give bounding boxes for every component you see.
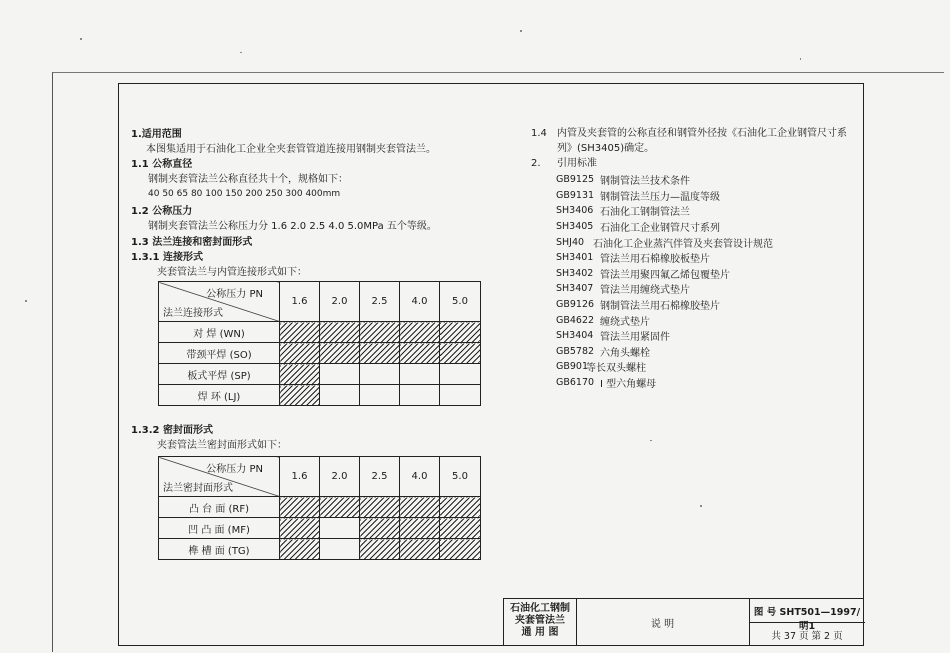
grid-cell: [320, 322, 360, 343]
standard-name: 钢制管法兰压力—温度等级: [600, 191, 720, 203]
table-corner-header: [159, 282, 280, 322]
section-1-3-1-heading: 1.3.1 连接形式: [131, 252, 203, 263]
standard-code: GB9125: [556, 174, 595, 186]
corner-bottom-label: 法兰密封面形式: [163, 483, 233, 494]
standard-name: 等长双头螺柱: [586, 363, 646, 375]
grid-cell: [320, 518, 360, 539]
standard-name: 钢制管法兰用石棉橡胶垫片: [600, 301, 720, 313]
grid-cell: [360, 364, 400, 385]
section-1-3-2-text: 夹套管法兰密封面形式如下：: [157, 440, 287, 451]
table-row: [159, 343, 481, 364]
grid-cell: [360, 343, 400, 364]
grid-cell: [440, 322, 481, 343]
standard-name: 六角头螺栓: [600, 347, 650, 359]
pressure-header: 2.5: [360, 457, 400, 497]
connection-form-table: [158, 281, 481, 406]
row-label: 焊 环 (LJ): [159, 385, 280, 406]
section-1-1-text: 钢制夹套管法兰公称直径共十个，规格如下：: [148, 174, 348, 185]
row-label: 板式平焊 (SP): [159, 364, 280, 385]
list-item: [556, 312, 856, 328]
row-label: 榫 槽 面 (TG): [159, 539, 280, 560]
pressure-header: 4.0: [400, 457, 440, 497]
section-1-3-heading: 1.3 法兰连接和密封面形式: [131, 237, 253, 248]
standard-code: GB9131: [556, 189, 595, 201]
grid-cell: [440, 497, 481, 518]
section-1-3-1-text: 夹套管法兰与内管连接形式如下：: [157, 267, 307, 278]
pressure-header: 4.0: [400, 282, 440, 322]
list-item: [556, 219, 856, 235]
section-2-heading: 引用标准: [557, 158, 597, 169]
standard-name: 石油化工企业钢管尺寸系列: [600, 223, 720, 235]
table-row: [159, 497, 481, 518]
corner-top-label: 公称压力 PN: [206, 464, 263, 475]
standards-list: [556, 172, 856, 390]
grid-cell: [400, 343, 440, 364]
grid-cell: [320, 385, 360, 406]
section-1-2-heading: 1.2 公称压力: [131, 206, 193, 217]
standard-name: 管法兰用聚四氟乙烯包覆垫片: [600, 269, 730, 281]
drawing-title: 说 明: [650, 619, 675, 630]
list-item: [556, 188, 856, 204]
row-label: 对 焊 (WN): [159, 322, 280, 343]
standard-code: GB5782: [556, 345, 595, 357]
standard-code: GB6170: [556, 377, 595, 389]
list-item: [556, 234, 856, 250]
row-label: 凸 台 面 (RF): [159, 497, 280, 518]
grid-cell: [320, 539, 360, 560]
list-item: [556, 172, 856, 188]
section-2-number: 2.: [531, 158, 541, 169]
section-1-4-number: 1.4: [531, 128, 547, 139]
grid-cell: [320, 343, 360, 364]
drawing-set-name-line3: 通 用 图: [521, 627, 559, 638]
corner-top-label: 公称压力 PN: [206, 289, 263, 300]
section-1-3-2-heading: 1.3.2 密封面形式: [131, 425, 213, 436]
section-1-1-heading: 1.1 公称直径: [131, 159, 193, 170]
pressure-header: 1.6: [280, 282, 320, 322]
section-1-4-text-line1: 内管及夹套管的公称直径和钢管外径按《石油化工企业钢管尺寸系: [557, 128, 847, 139]
pressure-header: 5.0: [440, 457, 481, 497]
grid-cell: [440, 364, 481, 385]
section-1-heading: 1.适用范围: [131, 129, 182, 140]
table-row: [159, 322, 481, 343]
standard-name: 管法兰用缠绕式垫片: [600, 285, 690, 297]
grid-cell: [400, 497, 440, 518]
list-item: [556, 250, 856, 266]
table-row: [159, 385, 481, 406]
drawing-number: 图 号 SHT501—1997/明1: [753, 607, 861, 632]
page-count: 共 37 页 第 2 页: [771, 631, 843, 642]
standard-code: SHJ40: [556, 236, 585, 248]
list-item: [556, 328, 856, 344]
grid-cell: [400, 539, 440, 560]
section-1-2-text: 钢制夹套管法兰公称压力分 1.6 2.0 2.5 4.0 5.0MPa 五个等级。: [148, 221, 437, 232]
standard-code: SH3404: [556, 330, 594, 342]
list-item: [556, 281, 856, 297]
standard-name: 管法兰用紧固件: [600, 332, 670, 344]
scan-speck: [520, 30, 522, 32]
pressure-header: 1.6: [280, 457, 320, 497]
grid-cell: [280, 539, 320, 560]
diameter-list: 40 50 65 80 100 150 200 250 300 400mm: [148, 189, 341, 199]
list-item: [556, 297, 856, 313]
grid-cell: [440, 539, 481, 560]
pressure-header: 5.0: [440, 282, 481, 322]
grid-cell: [360, 539, 400, 560]
standard-code: GB4622: [556, 314, 595, 326]
list-item: [556, 203, 856, 219]
standard-code: SH3407: [556, 283, 594, 295]
section-1-4-text-line2: 列》(SH3405)确定。: [557, 143, 655, 154]
grid-cell: [400, 518, 440, 539]
drawing-set-name-line2: 夹套管法兰: [515, 615, 565, 626]
pressure-header: 2.0: [320, 282, 360, 322]
grid-cell: [440, 343, 481, 364]
standard-code: SH3401: [556, 252, 594, 264]
grid-cell: [280, 518, 320, 539]
standard-name: 钢制管法兰技术条件: [600, 176, 690, 188]
grid-cell: [400, 322, 440, 343]
drawing-set-name: [504, 603, 576, 639]
standard-name: 石油化工钢制管法兰: [600, 207, 690, 219]
table-row: [159, 539, 481, 560]
grid-cell: [280, 385, 320, 406]
grid-cell: [280, 497, 320, 518]
standard-name: 石油化工企业蒸汽伴管及夹套管设计规范: [593, 238, 773, 250]
drawing-set-name-line1: 石油化工钢制: [510, 603, 570, 614]
grid-cell: [360, 322, 400, 343]
grid-cell: [360, 385, 400, 406]
scan-speck: [800, 58, 801, 60]
row-label: 带颈平焊 (SO): [159, 343, 280, 364]
section-1-text: 本图集适用于石油化工企业全夹套管管道连接用钢制夹套管法兰。: [146, 144, 436, 155]
table-row: [159, 518, 481, 539]
title-block: [503, 598, 864, 646]
standard-code: GB9126: [556, 299, 595, 311]
grid-cell: [400, 385, 440, 406]
table-row: [159, 364, 481, 385]
standard-code: SH3406: [556, 205, 594, 217]
scan-speck: [25, 300, 27, 302]
row-label: 凹 凸 面 (MF): [159, 518, 280, 539]
grid-cell: [440, 385, 481, 406]
grid-cell: [280, 322, 320, 343]
sealing-face-table: [158, 456, 481, 560]
table-corner-header: [159, 457, 280, 497]
standard-name: 管法兰用石棉橡胶板垫片: [600, 254, 710, 266]
grid-cell: [360, 518, 400, 539]
pressure-header: 2.0: [320, 457, 360, 497]
grid-cell: [440, 518, 481, 539]
standard-code: SH3405: [556, 221, 594, 233]
standard-name: I 型六角螺母: [600, 379, 657, 391]
grid-cell: [280, 364, 320, 385]
list-item: [556, 344, 856, 360]
grid-cell: [320, 364, 360, 385]
grid-cell: [360, 497, 400, 518]
standard-code: SH3402: [556, 267, 594, 279]
standard-code: GB901: [556, 361, 589, 373]
list-item: [556, 359, 856, 375]
standard-name: 缠绕式垫片: [600, 316, 650, 328]
scan-speck: [80, 38, 82, 40]
grid-cell: [280, 343, 320, 364]
list-item: [556, 266, 856, 282]
corner-bottom-label: 法兰连接形式: [163, 308, 223, 319]
grid-cell: [400, 364, 440, 385]
grid-cell: [320, 497, 360, 518]
pressure-header: 2.5: [360, 282, 400, 322]
list-item: [556, 375, 856, 391]
scan-speck: [240, 52, 242, 53]
